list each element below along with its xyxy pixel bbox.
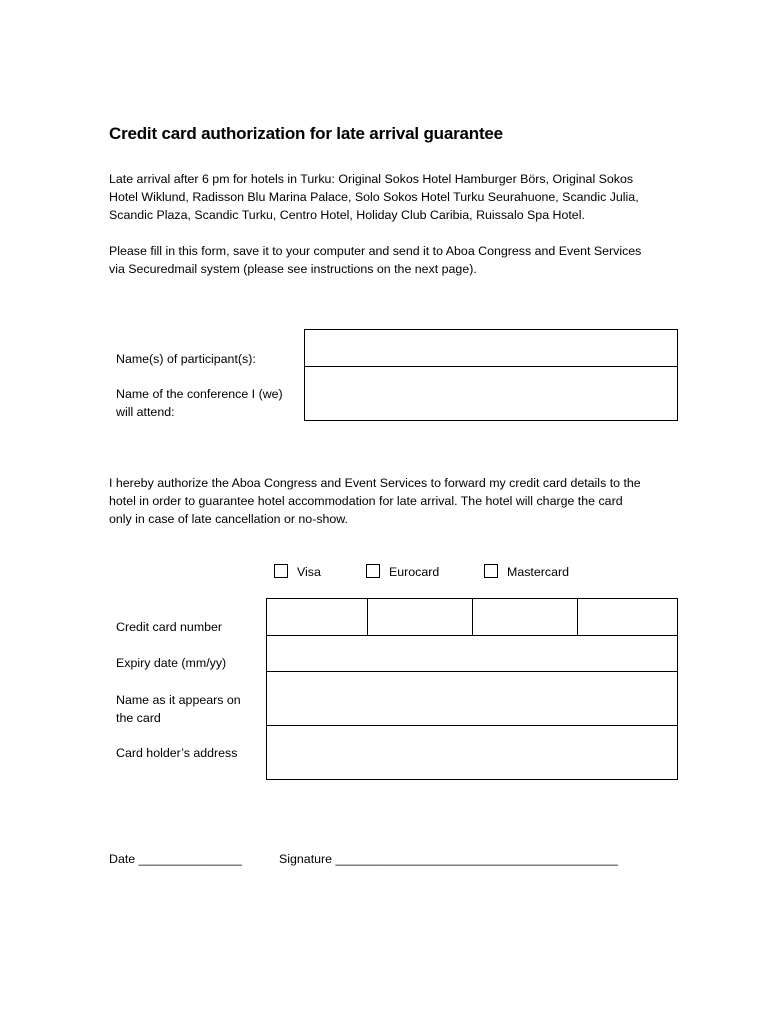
cardholder-name-label-line: Name as it appears on bbox=[116, 693, 241, 707]
intro-line: Late arrival after 6 pm for hotels in Turku: Original Sokos Hotel Hamburger Börs, Original Sokos bbox=[109, 172, 634, 186]
conference-label-line: will attend: bbox=[116, 405, 175, 419]
instructions-line: via Securedmail system (please see instructions on the next page). bbox=[109, 262, 477, 276]
intro-paragraph bbox=[109, 170, 689, 224]
expiry-label: Expiry date (mm/yy) bbox=[116, 656, 227, 670]
signature-line: Signature _________________________________________ bbox=[279, 852, 619, 866]
cardholder-name-input[interactable] bbox=[266, 671, 678, 726]
conference-label bbox=[116, 385, 283, 421]
cardholder-name-label bbox=[116, 691, 241, 727]
authorization-paragraph bbox=[109, 474, 689, 528]
authorization-line: only in case of late cancellation or no-show. bbox=[109, 512, 349, 526]
cardholder-name-label-line: the card bbox=[116, 711, 161, 725]
address-label: Card holder’s address bbox=[116, 746, 238, 760]
visa-label: Visa bbox=[297, 565, 321, 579]
mastercard-checkbox[interactable] bbox=[484, 564, 498, 578]
date-line: Date _______________ bbox=[109, 852, 242, 866]
intro-line: Hotel Wiklund, Radisson Blu Marina Palace, Solo Sokos Hotel Turku Seurahuone, Scandic Julia, bbox=[109, 190, 639, 204]
participants-input[interactable] bbox=[304, 329, 678, 367]
card-number-segment-2[interactable] bbox=[367, 598, 473, 636]
mastercard-label: Mastercard bbox=[507, 565, 569, 579]
card-number-segment-4[interactable] bbox=[577, 598, 678, 636]
expiry-input[interactable] bbox=[266, 635, 678, 672]
conference-label-line: Name of the conference I (we) bbox=[116, 387, 283, 401]
authorization-line: I hereby authorize the Aboa Congress and Event Services to forward my credit card details to the bbox=[109, 476, 641, 490]
card-number-segment-3[interactable] bbox=[472, 598, 578, 636]
card-number-label: Credit card number bbox=[116, 620, 223, 634]
visa-checkbox[interactable] bbox=[274, 564, 288, 578]
card-number-segment-1[interactable] bbox=[266, 598, 368, 636]
eurocard-checkbox[interactable] bbox=[366, 564, 380, 578]
intro-line: Scandic Plaza, Scandic Turku, Centro Hotel, Holiday Club Caribia, Ruissalo Spa Hotel. bbox=[109, 208, 585, 222]
participants-label: Name(s) of participant(s): bbox=[116, 352, 256, 366]
cardholder-address-input[interactable] bbox=[266, 725, 678, 780]
instructions-paragraph bbox=[109, 242, 689, 278]
conference-input[interactable] bbox=[304, 366, 678, 421]
instructions-line: Please fill in this form, save it to your computer and send it to Aboa Congress and Event Services bbox=[109, 244, 642, 258]
authorization-line: hotel in order to guarantee hotel accommodation for late arrival. The hotel will charge the card bbox=[109, 494, 623, 508]
page-title: Credit card authorization for late arrival guarantee bbox=[109, 124, 503, 143]
eurocard-label: Eurocard bbox=[389, 565, 440, 579]
